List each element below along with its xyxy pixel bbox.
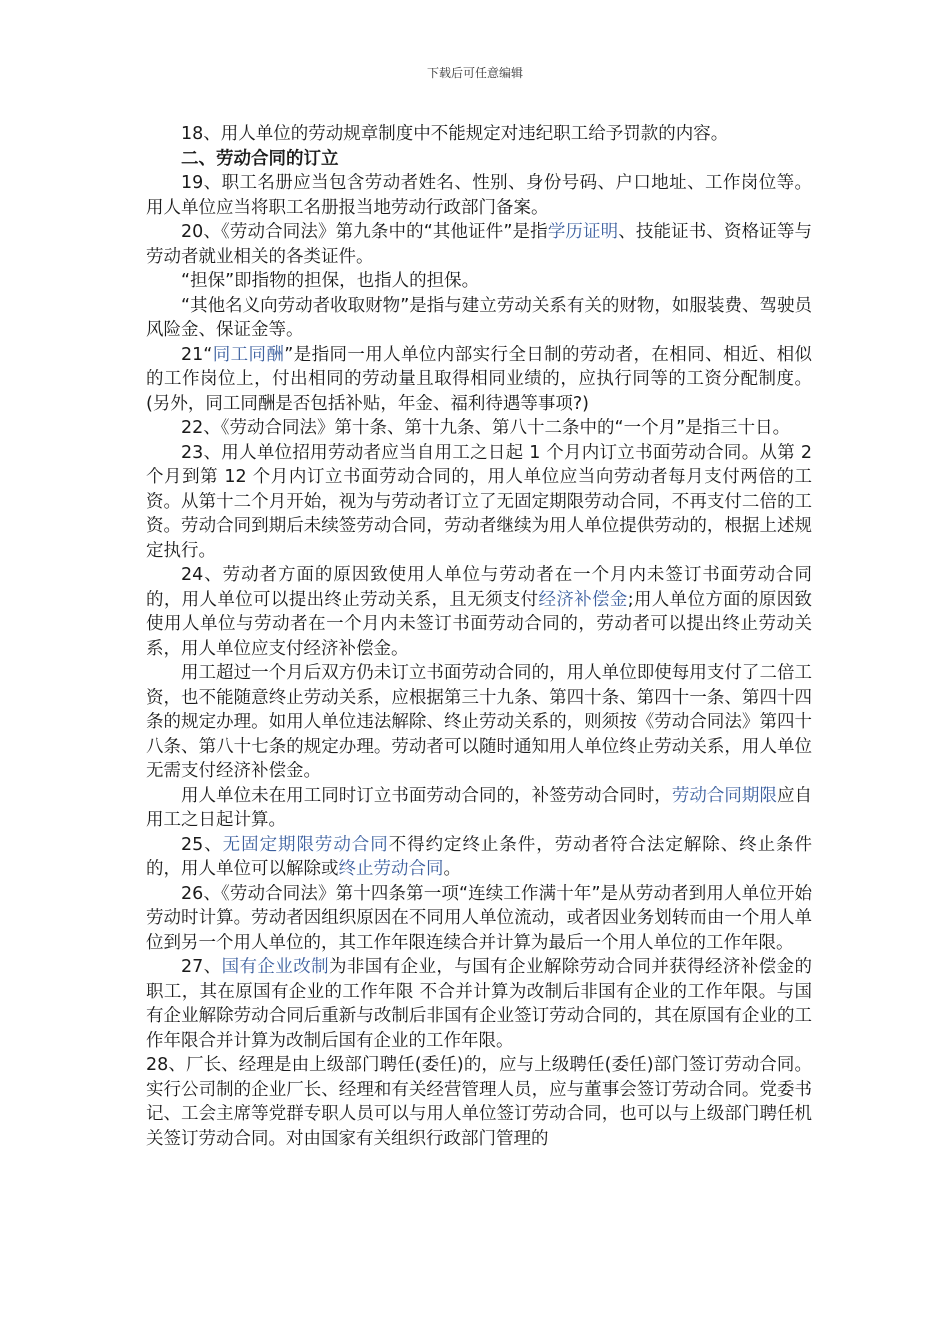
paragraph	[146, 441, 812, 564]
paragraph-text: 不得约定终止条件，劳动者符合法定解除、终止条件的，用人单位可以解除或	[146, 834, 812, 879]
paragraph	[146, 1053, 812, 1151]
paragraph-text: 20、《劳动合同法》第九条中的“其他证件”是指	[181, 222, 548, 242]
paragraph-text: 23、用人单位招用劳动者应当自用工之日起 1 个月内订立书面劳动合同。从第 2 个月到第 12 个月内订立书面劳动合同的，用人单位应当向劳动者每月支付两倍的工资。从第十二个月开始，视为与劳动者订立了无固定期限劳动合同，不再支付二倍的工资。劳动合同到期后未续签劳动合同，劳动者继续为用人单位提供劳动的，根据上述规定执行。	[146, 442, 812, 561]
paragraph-text: 26、《劳动合同法》第十四条第一项“连续工作满十年”是从劳动者到用人单位开始劳动时计算。劳动者因组织原因在不同用人单位流动，或者因业务划转而由一个用人单位到另一个用人单位的，其工作年限连续合并计算为最后一个用人单位的工作年限。	[146, 883, 812, 953]
paragraph	[146, 343, 812, 417]
paragraph	[146, 122, 812, 147]
paragraph	[146, 955, 812, 1053]
paragraph	[146, 661, 812, 784]
paragraph-text: 、技能证书、资格证等与劳动者就业相关的各类证件。	[146, 222, 813, 267]
hyperlink[interactable]: 国有企业改制	[221, 957, 329, 977]
hyperlink[interactable]: 经济补偿金	[538, 589, 628, 610]
paragraph-text: 用工超过一个月后双方仍未订立书面劳动合同的，用人单位即使每用支付了二倍工资，也不能随意终止劳动关系，应根据第三十九条、第四十条、第四十一条、第四十四条的规定办理。如用人单位违法解除、终止劳动关系的，则须按《劳动合同法》第四十八条、第八十七条的规定办理。劳动者可以随时通知用人单位终止劳动关系，用人单位无需支付经济补偿金。	[146, 663, 812, 781]
paragraph	[146, 269, 812, 294]
hyperlink[interactable]: 同工同酬	[212, 344, 285, 365]
hyperlink[interactable]: 劳动合同期限	[671, 785, 777, 806]
paragraph	[146, 563, 812, 661]
paragraph-text: ;用人单位方面的原因致使用人单位与劳动者在一个月内未签订书面劳动合同的，劳动者可以提出终止劳动关系，用人单位应支付经济补偿金。	[146, 589, 813, 659]
paragraph-text: ”是指同一用人单位内部实行全日制的劳动者，在相同、相近、相似的工作岗位上，付出相同的劳动量且取得相同业绩的，应执行同等的工资分配制度。(另外，同工同酬是否包括补贴，年金、福利待遇等事项?)	[146, 344, 813, 414]
section-heading	[146, 147, 812, 172]
paragraph-text: 24、劳动者方面的原因致使用人单位与劳动者在一个月内未签订书面劳动合同的，用人单位可以提出终止劳动关系，且无须支付	[146, 565, 812, 610]
paragraph	[146, 171, 812, 220]
paragraph	[146, 833, 812, 882]
paragraph	[146, 416, 812, 441]
paragraph	[146, 294, 812, 343]
paragraph-text: 19、职工名册应当包含劳动者姓名、性别、身份号码、户口地址、工作岗位等。用人单位应当将职工名册报当地劳动行政部门备案。	[146, 173, 812, 218]
paragraph	[146, 784, 812, 833]
hyperlink[interactable]: 终止劳动合同	[338, 859, 444, 879]
paragraph-text: 28、厂长、经理是由上级部门聘任(委任)的，应与上级聘任(委任)部门签订劳动合同。实行公司制的企业厂长、经理和有关经营管理人员，应与董事会签订劳动合同。党委书记、工会主席等党群专职人员可以与用人单位签订劳动合同，也可以与上级部门聘任机关签订劳动合同。对由国家有关组织行政部门管理的	[146, 1055, 812, 1149]
paragraph-text: 二、劳动合同的订立	[181, 148, 339, 169]
paragraph-text: “担保”即指物的担保，也指人的担保。	[181, 271, 480, 291]
paragraph-text: 18、用人单位的劳动规章制度中不能规定对违纪职工给予罚款的内容。	[181, 124, 729, 144]
hyperlink[interactable]: 无固定期限劳动合同	[222, 834, 389, 855]
page-header: 下载后可任意编辑	[426, 66, 523, 80]
paragraph	[146, 882, 812, 956]
paragraph-text: 22、《劳动合同法》第十条、第十九条、第八十二条中的“一个月”是指三十日。	[181, 418, 791, 438]
paragraph-text: “其他名义向劳动者收取财物”是指与建立劳动关系有关的财物，如服装费、驾驶员风险金、保证金等。	[146, 295, 812, 340]
document-body	[146, 122, 812, 1151]
paragraph-text: 27、	[181, 957, 222, 977]
paragraph-text: 21“	[181, 344, 213, 365]
paragraph-text: 应自用工之日起计算。	[146, 785, 813, 830]
paragraph-text: 用人单位未在用工同时订立书面劳动合同的，补签劳动合同时，	[181, 785, 672, 806]
paragraph-text: 25、	[181, 834, 223, 855]
hyperlink[interactable]: 学历证明	[547, 222, 619, 242]
paragraph	[146, 220, 812, 269]
paragraph-text: 。	[443, 859, 461, 879]
paragraph-text: 为非国有企业，与国有企业解除劳动合同并获得经济补偿金的职工，其在原国有企业的工作年限 不合并计算为改制后非国有企业的工作年限。与国有企业解除劳动合同后重新与改制后非国有企业签订劳动合同的，其在原国有企业的工作年限合并计算为改制后国有企业的工作年限。	[146, 957, 812, 1051]
